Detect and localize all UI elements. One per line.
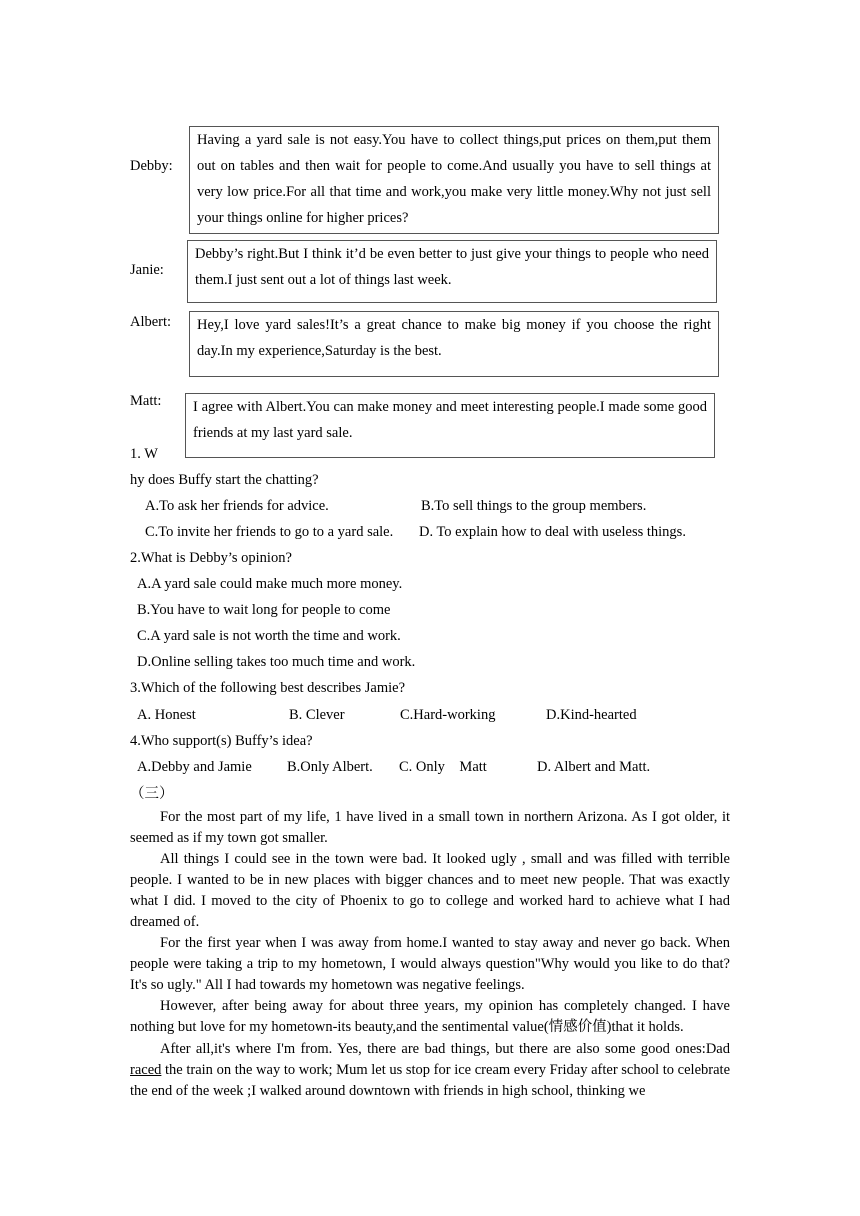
passage-paragraph-5-rest: the train on the way to work; Mum let us stop for ice cream every Friday after school to celebrate the end of the week ;I walked around downtown with friends in high school, thinking we [130,1062,730,1099]
question-1: hy does Buffy start the chatting? [130,472,319,488]
section-heading: （三） [130,786,174,802]
passage-paragraph-3: For the first year when I was away from home.I wanted to stay away and never go back. When people were taking a trip to my hometown, I would always question"Why would you like to do that? It's so ugly." All I had towards my hometown was negative feelings. [130,935,730,993]
question-4-option-c: C. Only Matt [399,759,487,775]
question-1-option-b: B.To sell things to the group members. [421,498,647,514]
message-janie: Debby’s right.But I think it’d be even better to just give your things to people who need them.I just sent out a lot of things last week. [187,240,717,303]
question-2-option-b: B.You have to wait long for people to come [137,602,391,618]
question-3-option-d: D.Kind-hearted [546,707,637,723]
message-matt: I agree with Albert.You can make money and meet interesting people.I made some good friends at my last yard sale. [185,393,715,458]
question-2: 2.What is Debby’s opinion? [130,550,292,566]
speaker-matt: Matt: [130,393,162,409]
question-3-option-c: C.Hard-working [400,707,496,723]
passage-paragraph-5 [130,1039,730,1102]
passage-paragraph-1: For the most part of my life, 1 have lived in a small town in northern Arizona. As I got older, it seemed as if my town got smaller. [130,809,730,846]
question-2-option-d: D.Online selling takes too much time and work. [137,654,416,670]
question-1-number: 1. W [130,446,158,462]
question-1-option-d: D. To explain how to deal with useless things. [419,524,686,540]
question-3-option-a: A. Honest [137,707,196,723]
passage-paragraph-5-start: After all,it's where I'm from. Yes, there are bad things, but there are also some good ones:Dad [160,1041,730,1057]
question-3-option-b: B. Clever [289,707,345,723]
message-debby: Having a yard sale is not easy.You have to collect things,put prices on them,put them out on tables and then wait for people to come.And usually you have to sell things at very low price.For all that time and work,you make very little money.Why not just sell your things online for higher prices? [189,126,719,234]
question-4-option-b: B.Only Albert. [287,759,373,775]
question-2-option-c: C.A yard sale is not worth the time and work. [137,628,401,644]
passage-paragraph-4: However, after being away for about three years, my opinion has completely changed. I have nothing but love for my hometown-its beauty,and the sentimental value(情感价值)that it holds. [130,998,730,1035]
question-4: 4.Who support(s) Buffy’s idea? [130,733,313,749]
question-3: 3.Which of the following best describes Jamie? [130,680,406,696]
speaker-debby: Debby: [130,158,173,174]
question-4-option-d: D. Albert and Matt. [537,759,651,775]
message-albert: Hey,I love yard sales!It’s a great chance to make big money if you choose the right day.In my experience,Saturday is the best. [189,311,719,377]
underlined-word-raced: raced [130,1062,162,1078]
question-1-option-a: A.To ask her friends for advice. [145,498,329,514]
speaker-janie: Janie: [130,262,164,278]
passage-paragraph-2: All things I could see in the town were bad. It looked ugly , small and was filled with terrible people. I wanted to be in new places with bigger chances and to meet new people. That was exactly what I did. I moved to the city of Phoenix to go to college and worked hard to achieve what I had dreamed of. [130,851,730,930]
question-2-option-a: A.A yard sale could make much more money. [137,576,403,592]
question-4-option-a: A.Debby and Jamie [137,759,252,775]
speaker-albert: Albert: [130,314,172,330]
question-1-option-c: C.To invite her friends to go to a yard sale. [145,524,394,540]
